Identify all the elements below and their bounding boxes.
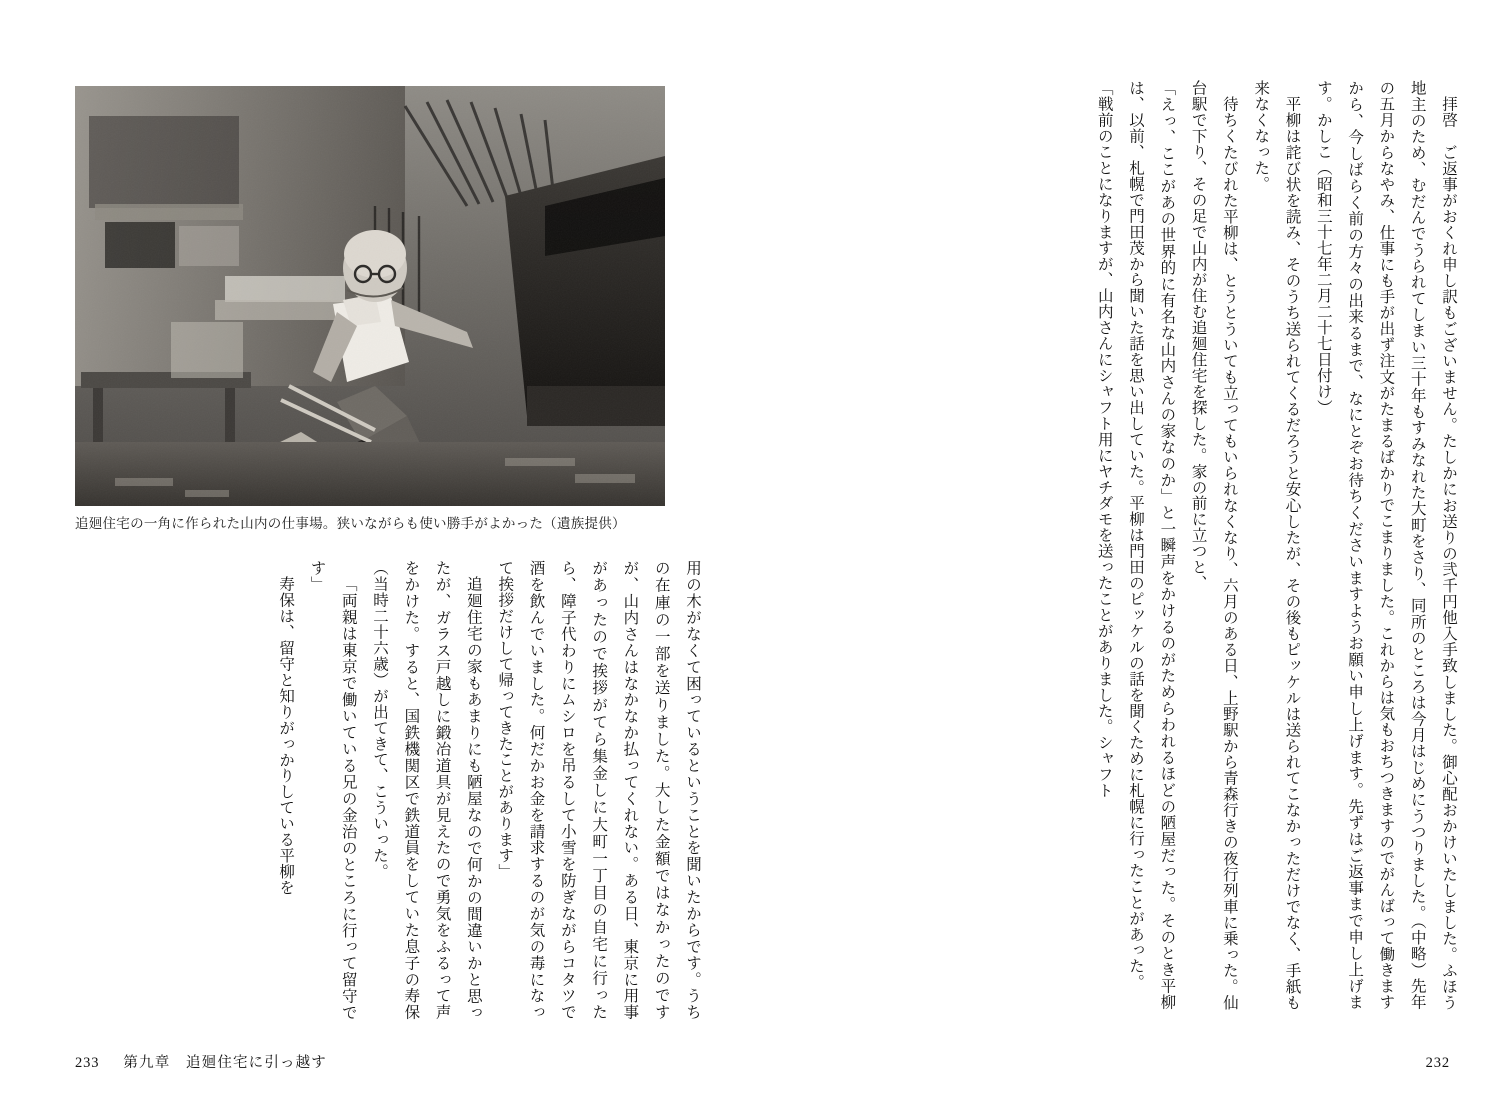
paragraph: 平柳は詫び状を読み、そのうち送られてくるだろうと安心したが、その後もピッケルは送られてこなかっただけでなく、手紙も来なくなった。 (1252, 80, 1301, 1010)
chapter-title: 第九章 追廻住宅に引っ越す (123, 1055, 327, 1071)
paragraph: 「両親は東京で働いている兄の金治のところに行って留守です」 (308, 560, 357, 1020)
page-number-right: 232 (1425, 1055, 1450, 1071)
paragraph: 用の木がなくて困っているということを聞いたからです。うちの在庫の一部を送りました。大した金額ではなかったのですが、山内さんはなかなか払ってくれない。ある日、東京に用事があったので挨拶がてら集金しに大町一丁目の自宅に行ったら、障子代わりにムシロを吊るして小雪を防ぎながらコタツで酒を飲んでいました。何だかお金を請求するのが気の毒になって挨拶だけして帰ってきたことがあります」 (496, 560, 701, 1020)
paragraph: 拝啓 ご返事がおくれ申し訳もございません。たしかにお送りの弐千円他入手致しました。御心配おかけいたしました。ふほう地主のため、むだんでうられてしまい三十年もすみなれた大町をさり、同所のところは今月はじめにうつりました。（中略）先年の五月からなやみ、仕事にも手が出ず注文がたまるばかりでこまりました。これからは気もおちつきますのでがんばって働きますから、今しばらく前の方々の出来るまで、なにとぞお待ちくださいますようお願い申し上げます。先ずはご返事まで申し上げます。かしこ（昭和三十七年二月二十七日付け） (1314, 80, 1457, 1010)
page-right (756, 0, 1512, 1114)
blacksmith-workshop-photo (75, 86, 665, 506)
photo-illustration (75, 86, 665, 506)
photo-caption: 追廻住宅の一角に作られた山内の仕事場。狭いながらも使い勝手がよかった（遺族提供） (75, 516, 626, 531)
paragraph: 「戦前のことになりますが、山内さんにシャフト用にヤチダモを送ったことがありました。シャフト (1095, 80, 1113, 799)
left-page-body (108, 560, 708, 1020)
page-number-left: 233 (75, 1055, 100, 1071)
paragraph: 「えっ、ここがあの世界的に有名な山内さんの家なのか」と一瞬声をかけるのがためらわれるほどの陋屋だった。そのとき平柳は、以前、札幌で門田茂から聞いた話を思い出していた。平柳は門田のピッケルの話を聞くために札幌に行ったことがあった。 (1127, 80, 1176, 1010)
right-page-body (824, 80, 1464, 1010)
photo-image (75, 86, 665, 506)
paragraph: 待ちくたびれた平柳は、とうとういても立ってもいられなくなり、六月のある日、上野駅から青森行きの夜行列車に乗った。仙台駅で下り、その足で山内が住む追廻住宅を探した。家の前に立つと、 (1189, 80, 1238, 1010)
paragraph: 追廻住宅の家もあまりにも陋屋なので何かの間違いかと思ったが、ガラス戸越しに鍛冶道具が見えたので勇気をふるって声をかけた。すると、国鉄機関区で鉄道員をしていた息子の寿保（当時二十六歳）が出てきて、こういった。 (371, 560, 482, 1020)
paragraph: 寿保は、留守と知りがっかりしている平柳を (277, 575, 295, 895)
footer-left (75, 1051, 327, 1072)
